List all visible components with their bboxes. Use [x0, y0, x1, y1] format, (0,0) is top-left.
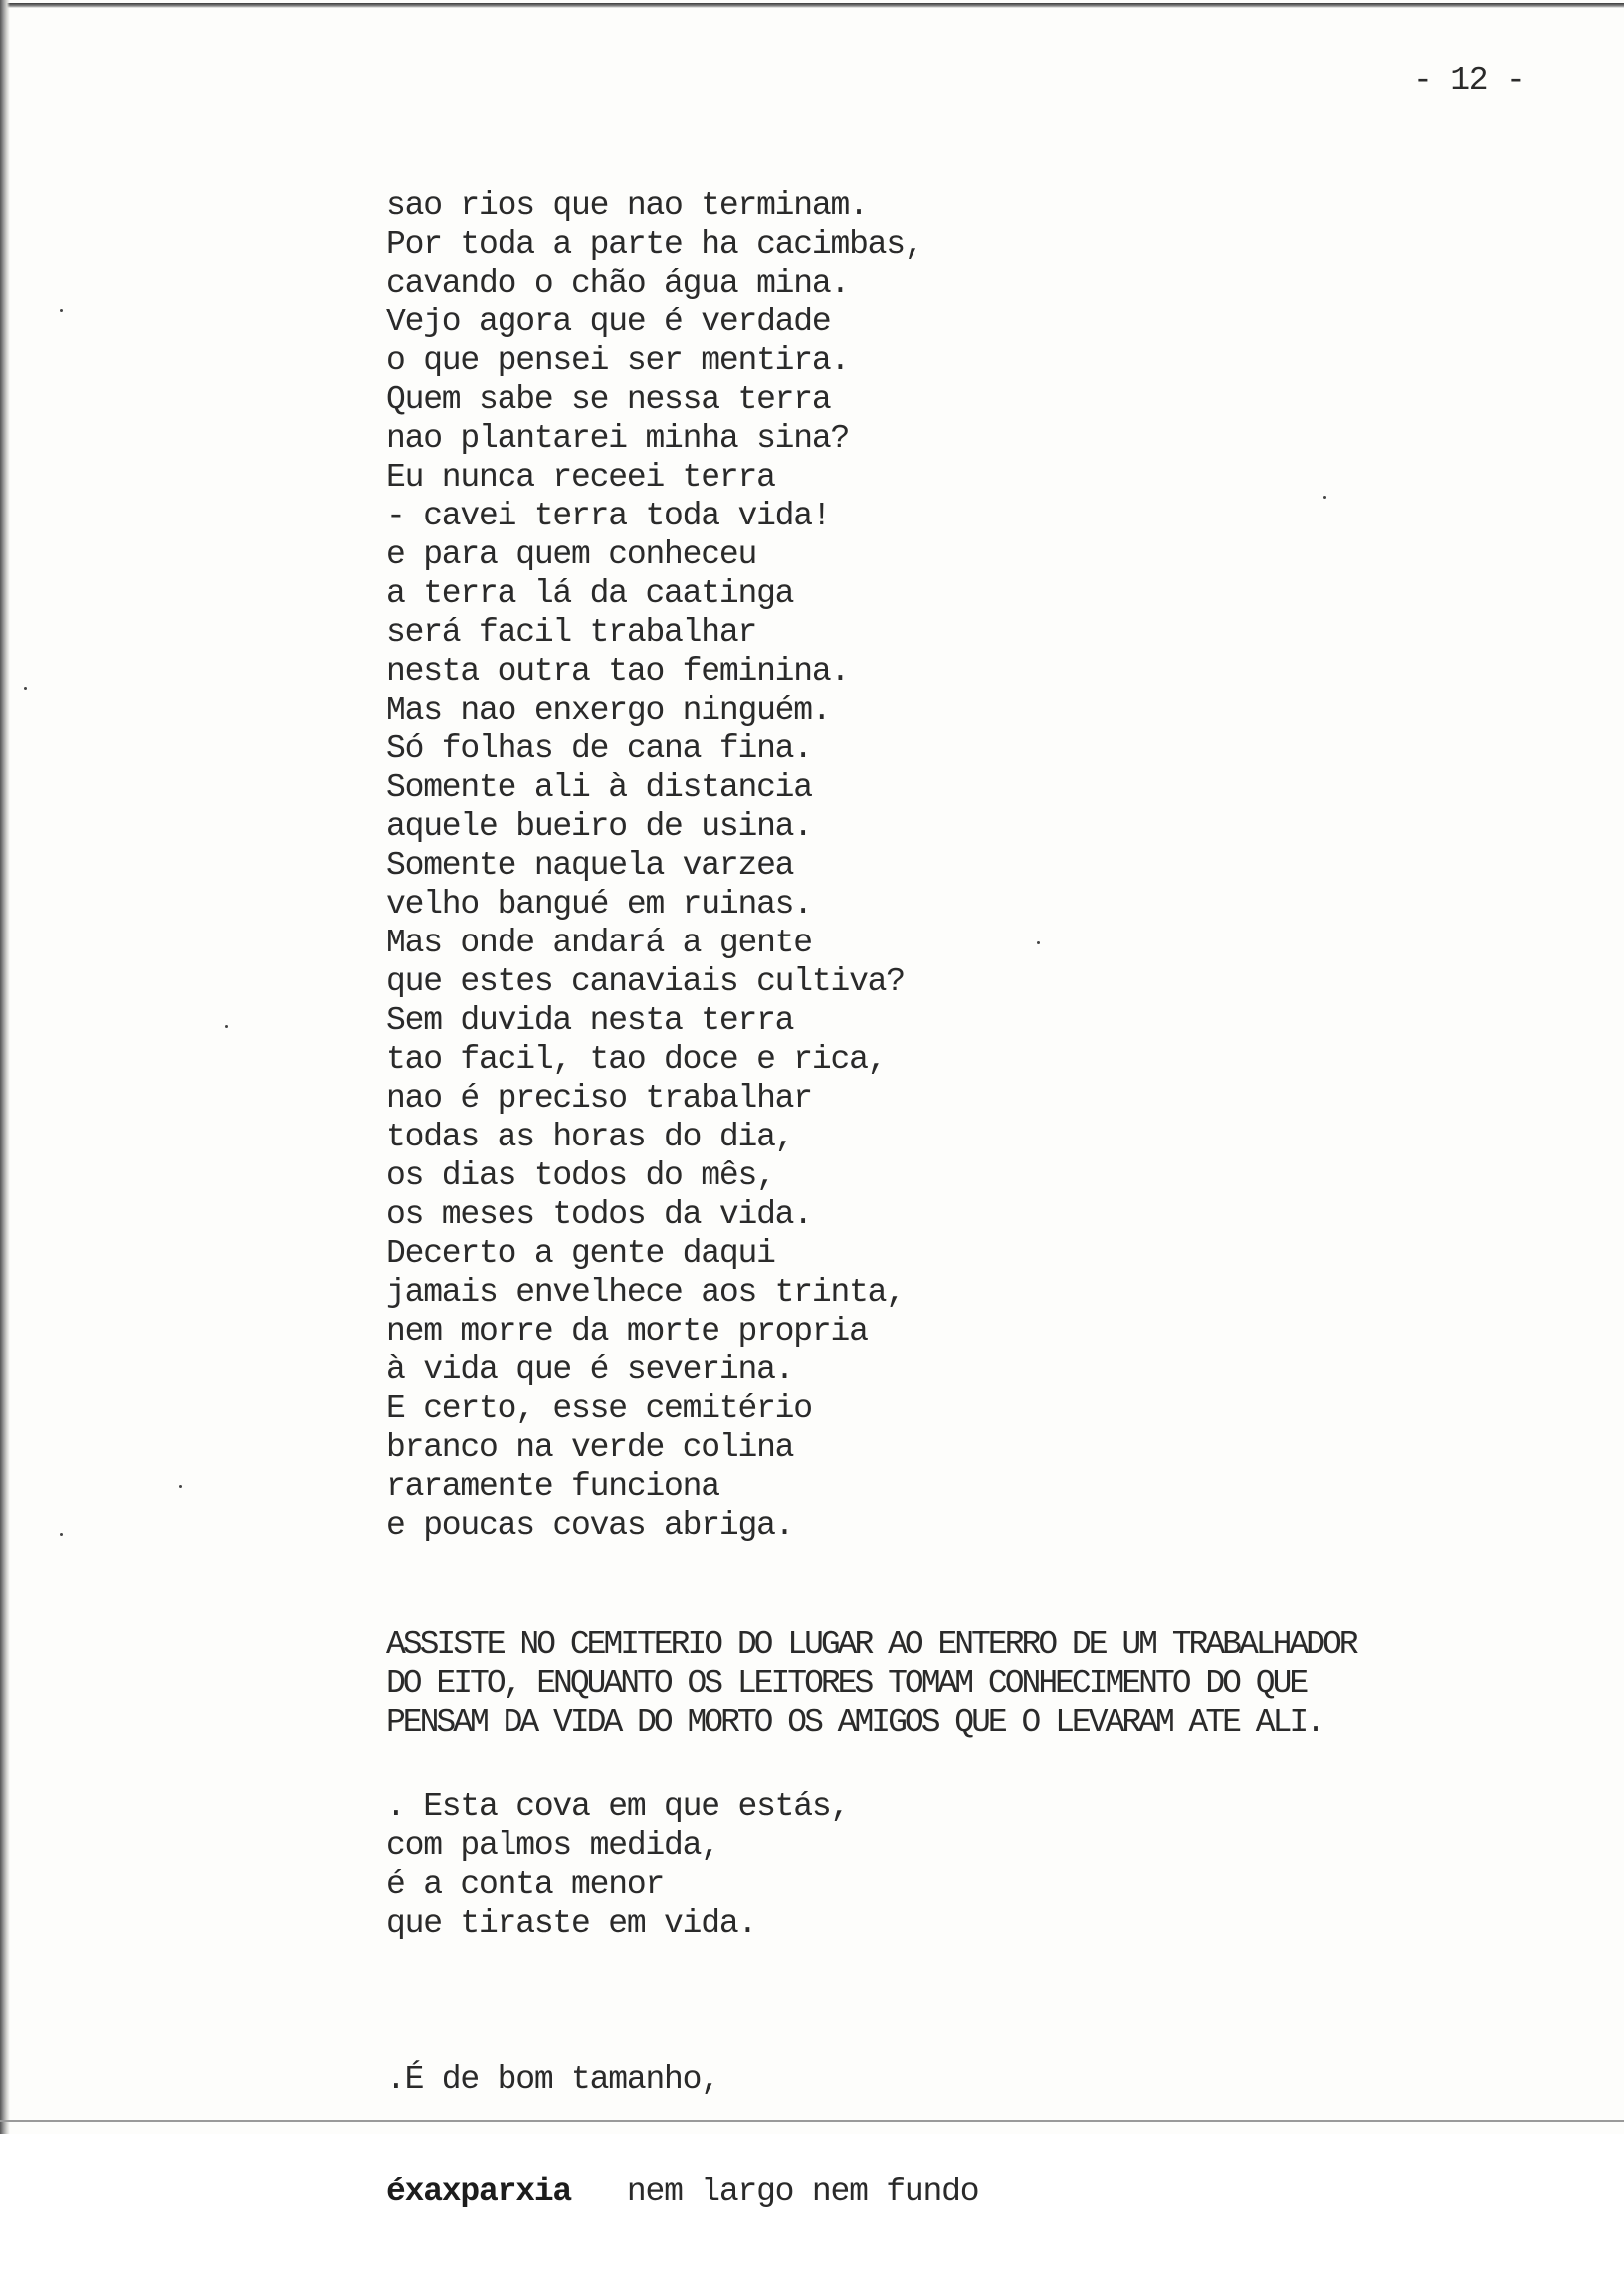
verse-line: os dias todos do mês,: [386, 1157, 775, 1194]
paper-edge-top: [6, 3, 1624, 8]
scan-speck: [24, 687, 27, 690]
verse-line: .É de bom tamanho,: [386, 2061, 719, 2098]
verse-line: [386, 2173, 978, 2211]
struck-out-text: éxaxparxia: [386, 2174, 572, 2210]
verse-line: e para quem conheceu: [386, 536, 757, 573]
stanza-cova: [386, 1787, 849, 1943]
verse-line: é a conta menor: [386, 1866, 665, 1903]
verse-line: à vida que é severina.: [386, 1351, 794, 1388]
page-number: - 12 -: [1413, 62, 1524, 99]
verse-line: . Esta cova em que estás,: [386, 1788, 850, 1825]
verse-line: Vejo agora que é verdade: [386, 304, 831, 340]
verse-line: Sem duvida nesta terra: [386, 1002, 794, 1039]
stage-direction-line: DO EITO, ENQUANTO OS LEITORES TOMAM CONHECIMENTO DO QUE: [386, 1665, 1307, 1702]
stage-direction: [386, 1625, 1356, 1742]
verse-line: será facil trabalhar: [386, 614, 757, 651]
verse-block: [386, 186, 923, 1545]
stage-direction-line: ASSISTE NO CEMITERIO DO LUGAR AO ENTERRO DE UM TRABALHADOR: [386, 1626, 1356, 1663]
verse-line: raramente funciona: [386, 1468, 719, 1505]
scan-speck: [60, 309, 63, 312]
verse-line: todas as horas do dia,: [386, 1119, 794, 1155]
verse-line: Quem sabe se nessa terra: [386, 381, 831, 418]
verse-line: Só folhas de cana fina.: [386, 730, 812, 767]
verse-line: tao facil, tao doce e rica,: [386, 1041, 887, 1078]
scan-speck: [225, 1025, 228, 1028]
verse-line: e poucas covas abriga.: [386, 1507, 794, 1544]
scan-speck: [179, 1485, 182, 1488]
verse-line: Somente naquela varzea: [386, 847, 794, 884]
scan-speck: [1037, 941, 1040, 944]
verse-line: nao é preciso trabalhar: [386, 1080, 812, 1117]
verse-line: aquele bueiro de usina.: [386, 808, 812, 845]
verse-line: Decerto a gente daqui: [386, 1235, 775, 1272]
scan-speck: [1323, 496, 1326, 499]
verse-line: Eu nunca receei terra: [386, 459, 775, 496]
verse-line: Somente ali à distancia: [386, 769, 812, 806]
verse-line: sao rios que nao terminam.: [386, 187, 868, 224]
verse-line: cavando o chão água mina.: [386, 265, 850, 302]
verse-line: Mas nao enxergo ninguém.: [386, 692, 831, 728]
stanza-tamanho: [386, 1986, 978, 2285]
verse-line: que estes canaviais cultiva?: [386, 963, 905, 1000]
verse-line-rest: nem largo nem fundo: [571, 2174, 979, 2210]
verse-line: velho bangué em ruinas.: [386, 886, 812, 923]
verse-line: a terra lá da caatinga: [386, 575, 794, 612]
verse-line: branco na verde colina: [386, 1429, 794, 1466]
verse-line: que tiraste em vida.: [386, 1905, 757, 1942]
verse-line: Por toda a parte ha cacimbas,: [386, 226, 923, 263]
verse-line: nesta outra tao feminina.: [386, 653, 850, 690]
verse-line: os meses todos da vida.: [386, 1196, 812, 1233]
verse-line: Mas onde andará a gente: [386, 925, 812, 961]
paper-edge-left: [0, 0, 10, 2134]
verse-line: nem morre da morte propria: [386, 1313, 868, 1350]
verse-line: - cavei terra toda vida!: [386, 498, 831, 534]
stage-direction-line: PENSAM DA VIDA DO MORTO OS AMIGOS QUE O LEVARAM ATE ALI.: [386, 1704, 1322, 1741]
verse-line: nao plantarei minha sina?: [386, 420, 850, 457]
verse-line: o que pensei ser mentira.: [386, 342, 850, 379]
scan-speck: [60, 1533, 63, 1536]
verse-line: jamais envelhece aos trinta,: [386, 1274, 905, 1311]
verse-line: E certo, esse cemitério: [386, 1390, 812, 1427]
verse-line: com palmos medida,: [386, 1827, 719, 1864]
